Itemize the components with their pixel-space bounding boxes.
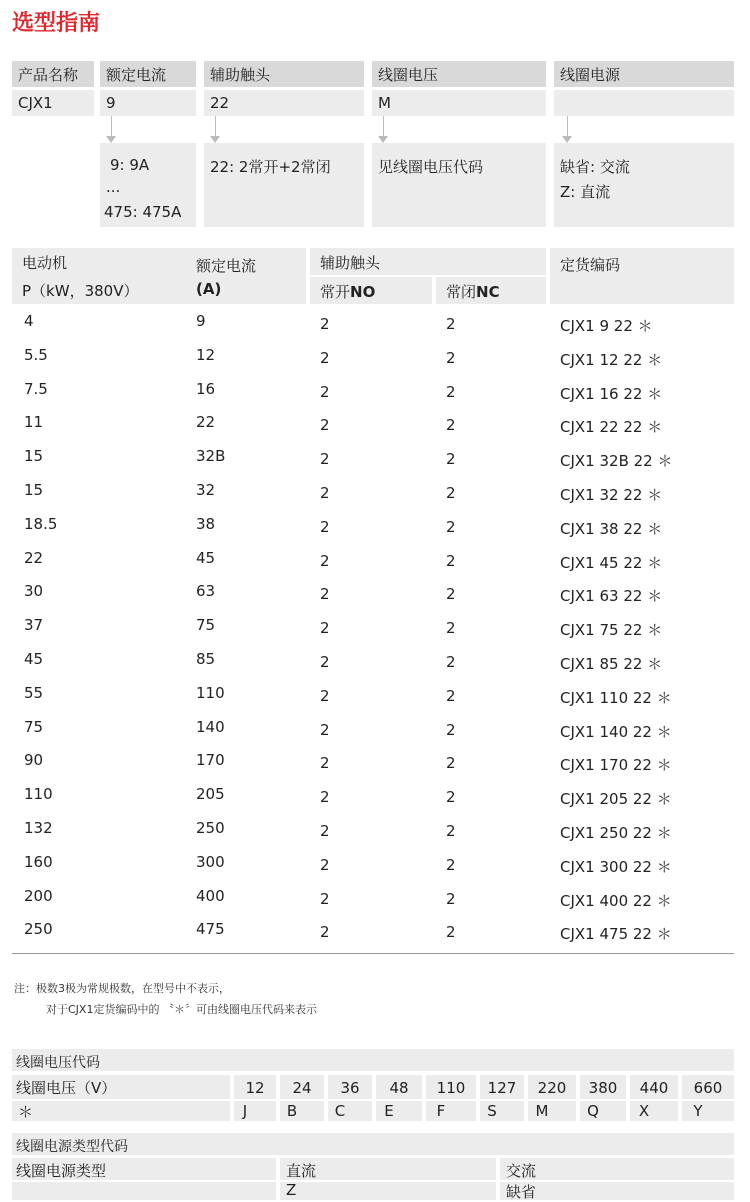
cell-nc: 2 bbox=[446, 822, 456, 840]
cell-motor-power: 37 bbox=[24, 616, 44, 635]
cell-rated-current: 32 bbox=[196, 481, 216, 499]
code-value: Y bbox=[693, 1102, 703, 1120]
cell-order-code: CJX1 205 22 ＊ bbox=[560, 790, 672, 809]
cell-rated-current: 9 bbox=[196, 312, 206, 330]
cell-order-code: CJX1 12 22 ＊ bbox=[560, 350, 663, 369]
power-dc-code: Z bbox=[286, 1181, 297, 1199]
arrow-down-icon bbox=[562, 136, 572, 143]
cell-rated-current: 45 bbox=[196, 548, 216, 567]
desc-rated-current bbox=[100, 143, 196, 227]
header-nc bbox=[446, 281, 500, 302]
cell-rated-current: 85 bbox=[196, 650, 216, 668]
cell-no: 2 bbox=[320, 551, 330, 570]
note-line-1: 注：极数3极为常规极数，在型号中不表示， bbox=[14, 982, 230, 995]
cell-order-code: CJX1 32 22 ＊ bbox=[560, 486, 663, 504]
cell-rated-current: 38 bbox=[196, 514, 216, 533]
cell-order-code: CJX1 170 22 ＊ bbox=[560, 756, 672, 775]
header-coil-power: 线圈电源 bbox=[554, 61, 734, 87]
cell-no: 2 bbox=[320, 382, 330, 401]
cell-no: 2 bbox=[320, 822, 330, 840]
cell-motor-power: 75 bbox=[24, 717, 44, 736]
header-motor: 电动机 bbox=[22, 254, 68, 272]
cell-nc: 2 bbox=[446, 720, 456, 739]
voltage-value: 12 bbox=[245, 1079, 265, 1097]
cell-rated-current: 400 bbox=[196, 886, 225, 905]
code-value: F bbox=[436, 1102, 446, 1120]
value-rated-current: 9 bbox=[100, 90, 196, 116]
cell-nc: 2 bbox=[446, 416, 456, 435]
value-coil-voltage: M bbox=[372, 90, 546, 116]
power-ac-code: 缺省 bbox=[506, 1183, 537, 1201]
header-aux: 辅助触头 bbox=[320, 254, 381, 272]
cell-order-code: CJX1 250 22 ＊ bbox=[560, 824, 672, 842]
cell-order-code: CJX1 16 22 ＊ bbox=[560, 384, 663, 403]
code-value: B bbox=[286, 1102, 298, 1120]
cell-no: 2 bbox=[320, 619, 330, 638]
connector-line bbox=[111, 116, 112, 138]
voltage-value: 660 bbox=[693, 1079, 723, 1097]
desc-aux-contact bbox=[204, 143, 364, 227]
voltage-value: 48 bbox=[389, 1079, 409, 1097]
cell-motor-power: 15 bbox=[24, 481, 44, 499]
header-motor-unit: P（kW，380V） bbox=[22, 282, 139, 300]
cell-order-code: CJX1 475 22 ＊ bbox=[560, 925, 672, 944]
desc-line: 9: 9A bbox=[110, 156, 150, 174]
code-value: X bbox=[638, 1102, 650, 1120]
value-aux-contact: 22 bbox=[204, 90, 364, 116]
desc-line: 见线圈电压代码 bbox=[378, 158, 484, 176]
cell-no: 2 bbox=[320, 788, 330, 807]
row-label-cell bbox=[12, 1101, 230, 1121]
table-bottom-divider bbox=[12, 953, 734, 954]
cell-nc: 2 bbox=[446, 585, 456, 604]
header-coil-voltage: 线圈电压 bbox=[372, 61, 546, 87]
cell-nc: 2 bbox=[446, 923, 456, 942]
cell-motor-power: 132 bbox=[24, 819, 53, 837]
arrow-down-icon bbox=[106, 136, 116, 143]
page-title: 选型指南 bbox=[12, 11, 101, 36]
code-value: M bbox=[535, 1102, 549, 1120]
cell-no: 2 bbox=[320, 720, 330, 739]
cell-order-code: CJX1 9 22 ＊ bbox=[560, 317, 653, 335]
cell-nc: 2 bbox=[446, 686, 456, 705]
voltage-value: 440 bbox=[639, 1079, 669, 1097]
cell-no: 2 bbox=[320, 585, 330, 604]
cell-no: 2 bbox=[320, 889, 330, 908]
header-no-label: NO bbox=[350, 283, 376, 301]
cell-rated-current: 12 bbox=[196, 345, 216, 364]
voltage-value: 127 bbox=[487, 1079, 517, 1097]
cell-motor-power: 4 bbox=[24, 312, 34, 330]
header-order-code: 定货编码 bbox=[560, 256, 621, 274]
cell-order-code: CJX1 38 22 ＊ bbox=[560, 519, 663, 538]
code-row-label: ＊ bbox=[18, 1103, 34, 1121]
cell-motor-power: 45 bbox=[24, 650, 44, 668]
cell-motor-power: 15 bbox=[24, 447, 44, 466]
voltage-code-title: 线圈电压代码 bbox=[16, 1055, 100, 1071]
cell-order-code: CJX1 45 22 ＊ bbox=[560, 553, 663, 572]
cell-motor-power: 55 bbox=[24, 683, 44, 702]
connector-line bbox=[383, 116, 384, 138]
cell-motor-power: 18.5 bbox=[24, 514, 58, 533]
cell-no: 2 bbox=[320, 517, 330, 536]
cell-no: 2 bbox=[320, 450, 330, 469]
code-value: J bbox=[242, 1102, 248, 1120]
header-current: 额定电流 bbox=[196, 257, 257, 275]
cell-no: 2 bbox=[320, 348, 330, 367]
desc-line: Z: 直流 bbox=[560, 183, 611, 201]
power-ac-label: 交流 bbox=[506, 1162, 537, 1180]
cell-order-code: CJX1 32B 22 ＊ bbox=[560, 452, 673, 471]
cell-rated-current: 170 bbox=[196, 751, 225, 770]
cell-motor-power: 7.5 bbox=[24, 379, 48, 398]
cell-nc: 2 bbox=[446, 484, 456, 502]
cell-no: 2 bbox=[320, 315, 330, 333]
voltage-value: 24 bbox=[292, 1079, 312, 1097]
cell-rated-current: 16 bbox=[196, 379, 216, 398]
cell-motor-power: 250 bbox=[24, 920, 53, 939]
voltage-value: 110 bbox=[436, 1079, 466, 1097]
cell-motor-power: 22 bbox=[24, 548, 44, 567]
desc-line: 475: 475A bbox=[104, 203, 182, 221]
cell-nc: 2 bbox=[446, 348, 456, 367]
desc-coil-power bbox=[554, 143, 734, 227]
cell-no: 2 bbox=[320, 855, 330, 874]
cell-rated-current: 110 bbox=[196, 683, 225, 702]
cell-nc: 2 bbox=[446, 382, 456, 401]
cell-nc: 2 bbox=[446, 889, 456, 908]
power-code-title: 线圈电源类型代码 bbox=[16, 1139, 128, 1155]
desc-line: 22: 2常开+2常闭 bbox=[210, 158, 331, 176]
connector-line bbox=[215, 116, 216, 138]
code-value: E bbox=[384, 1102, 394, 1120]
header-nc-prefix: 常闭 bbox=[446, 283, 477, 301]
cell-rated-current: 32B bbox=[196, 447, 226, 466]
desc-coil-voltage bbox=[372, 143, 546, 227]
row-label-cell bbox=[12, 1182, 276, 1200]
voltage-row-label: 线圈电压（V） bbox=[16, 1079, 117, 1097]
header-aux-contact: 辅助触头 bbox=[204, 61, 364, 87]
note-line-2: 对于CJX1定货编码中的 〝＊〞可由线圈电压代码来表示 bbox=[46, 1003, 317, 1016]
arrow-down-icon bbox=[210, 136, 220, 143]
desc-line: 缺省: 交流 bbox=[560, 158, 630, 176]
cell-no: 2 bbox=[320, 416, 330, 435]
cell-nc: 2 bbox=[446, 551, 456, 570]
cell-rated-current: 63 bbox=[196, 582, 216, 601]
header-rated-current: 额定电流 bbox=[100, 61, 196, 87]
header-no bbox=[320, 281, 375, 302]
cell-motor-power: 200 bbox=[24, 886, 53, 905]
cell-rated-current: 300 bbox=[196, 852, 225, 871]
cell-nc: 2 bbox=[446, 315, 456, 333]
power-dc-label: 直流 bbox=[286, 1162, 317, 1180]
cell-order-code: CJX1 85 22 ＊ bbox=[560, 655, 663, 673]
connector-line bbox=[567, 116, 568, 138]
cell-nc: 2 bbox=[446, 619, 456, 638]
cell-rated-current: 140 bbox=[196, 717, 225, 736]
cell-rated-current: 22 bbox=[196, 413, 216, 432]
cell-motor-power: 30 bbox=[24, 582, 44, 601]
cell-order-code: CJX1 300 22 ＊ bbox=[560, 857, 672, 876]
cell-motor-power: 11 bbox=[24, 413, 44, 432]
voltage-value: 380 bbox=[588, 1079, 618, 1097]
cell-order-code: CJX1 110 22 ＊ bbox=[560, 688, 672, 707]
cell-nc: 2 bbox=[446, 450, 456, 469]
header-product-name: 产品名称 bbox=[12, 61, 94, 87]
cell-rated-current: 205 bbox=[196, 785, 225, 804]
header-nc-label: NC bbox=[476, 283, 500, 301]
cell-nc: 2 bbox=[446, 788, 456, 807]
cell-order-code: CJX1 22 22 ＊ bbox=[560, 418, 663, 437]
cell-nc: 2 bbox=[446, 855, 456, 874]
cell-motor-power: 90 bbox=[24, 751, 44, 770]
value-product-name: CJX1 bbox=[12, 90, 94, 116]
header-current-unit: (A) bbox=[196, 280, 222, 298]
power-cell bbox=[280, 1182, 496, 1200]
cell-nc: 2 bbox=[446, 754, 456, 773]
section-bar bbox=[12, 1049, 734, 1071]
code-value: C bbox=[334, 1102, 346, 1120]
code-value: S bbox=[487, 1102, 497, 1120]
cell-no: 2 bbox=[320, 923, 330, 942]
cell-motor-power: 5.5 bbox=[24, 345, 48, 364]
cell-motor-power: 160 bbox=[24, 852, 53, 871]
cell-order-code: CJX1 140 22 ＊ bbox=[560, 722, 672, 741]
cell-no: 2 bbox=[320, 686, 330, 705]
power-type-label: 线圈电源类型 bbox=[16, 1162, 107, 1180]
header-no-prefix: 常开 bbox=[320, 283, 351, 301]
arrow-down-icon bbox=[378, 136, 388, 143]
cell-rated-current: 475 bbox=[196, 920, 225, 939]
desc-line: ... bbox=[106, 178, 121, 196]
cell-rated-current: 75 bbox=[196, 616, 216, 635]
cell-order-code: CJX1 75 22 ＊ bbox=[560, 621, 663, 640]
cell-motor-power: 110 bbox=[24, 785, 53, 804]
cell-order-code: CJX1 400 22 ＊ bbox=[560, 891, 672, 910]
cell-nc: 2 bbox=[446, 517, 456, 536]
voltage-value: 36 bbox=[340, 1079, 360, 1097]
code-value: Q bbox=[587, 1102, 599, 1120]
cell-no: 2 bbox=[320, 754, 330, 773]
cell-order-code: CJX1 63 22 ＊ bbox=[560, 587, 663, 606]
cell-no: 2 bbox=[320, 653, 330, 671]
cell-rated-current: 250 bbox=[196, 819, 225, 837]
value-coil-power bbox=[554, 90, 734, 116]
voltage-value: 220 bbox=[537, 1079, 567, 1097]
cell-no: 2 bbox=[320, 484, 330, 502]
cell-nc: 2 bbox=[446, 653, 456, 671]
